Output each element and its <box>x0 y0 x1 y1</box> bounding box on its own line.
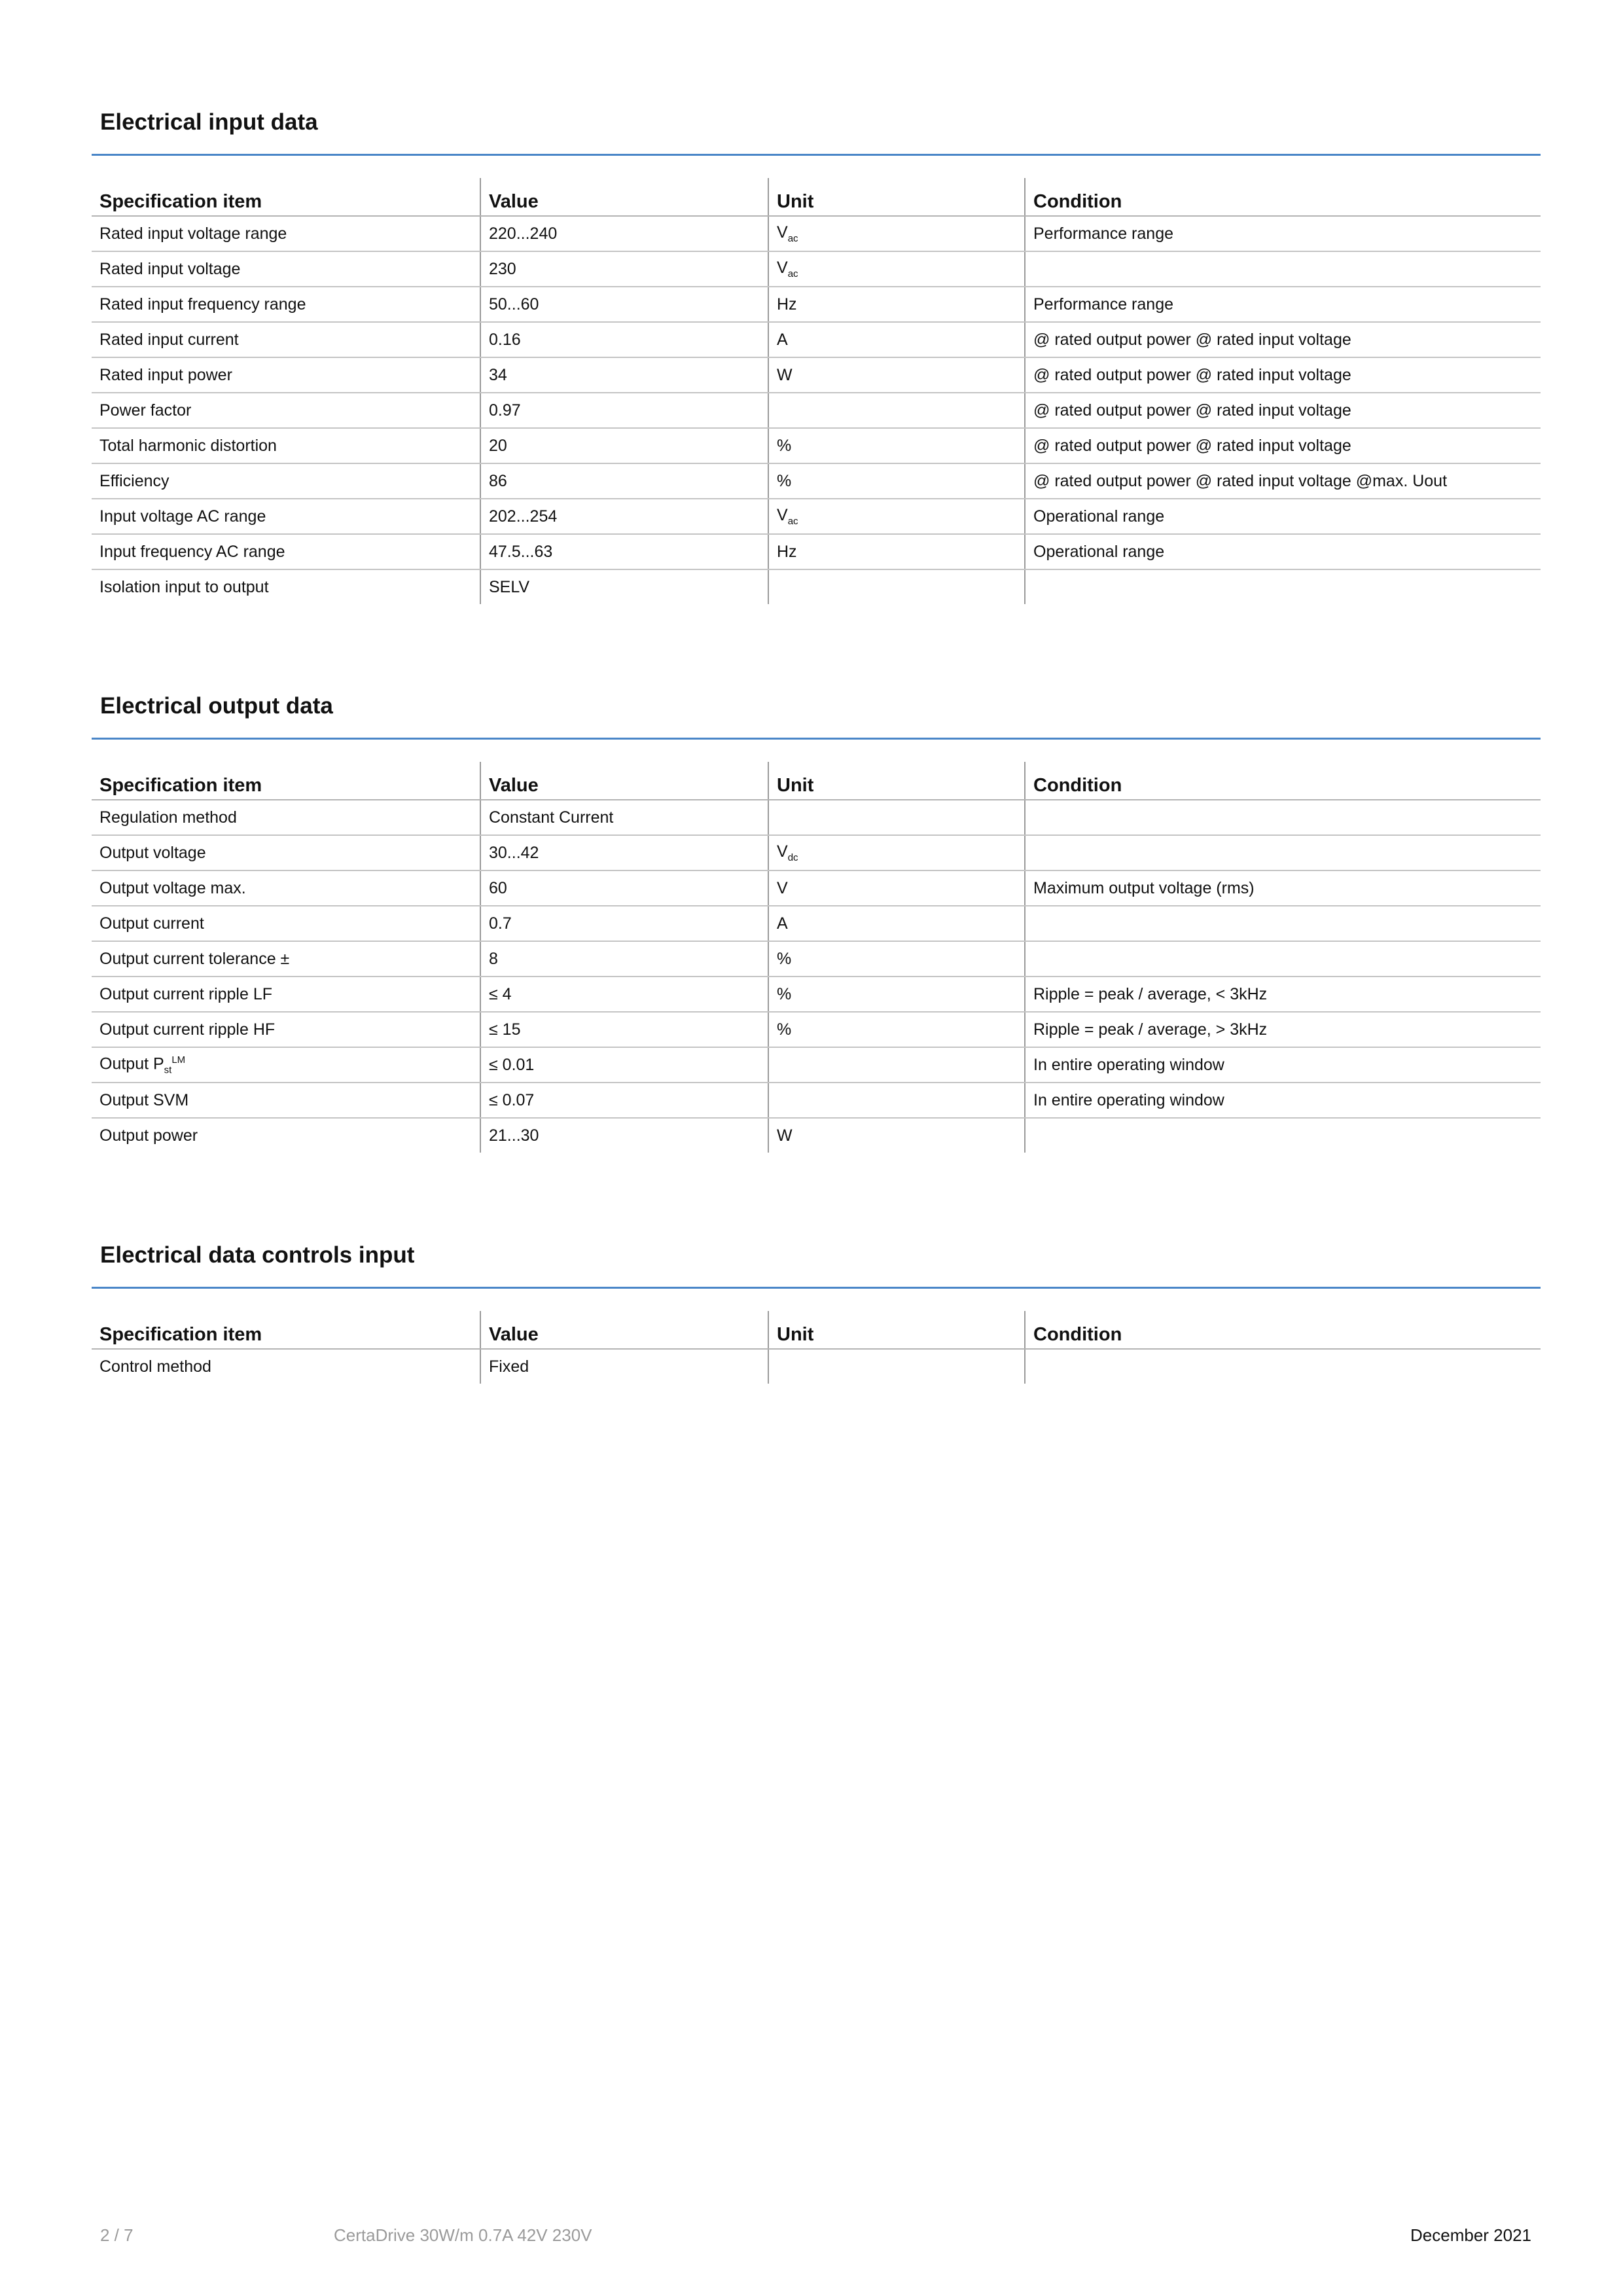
cell-unit: V <box>768 870 1025 906</box>
cell-value: Fixed <box>480 1349 768 1384</box>
cell-condition: Performance range <box>1025 287 1541 322</box>
table-row <box>92 357 1541 393</box>
column-header-condition: Condition <box>1025 1311 1541 1349</box>
table-row <box>92 1349 1541 1384</box>
cell-condition: @ rated output power @ rated input voltage <box>1025 357 1541 393</box>
cell-spec-item: Rated input power <box>92 357 480 393</box>
cell-condition: @ rated output power @ rated input voltage <box>1025 428 1541 463</box>
table-row <box>92 1083 1541 1118</box>
column-header-unit: Unit <box>768 178 1025 216</box>
cell-condition <box>1025 906 1541 941</box>
table-row <box>92 463 1541 499</box>
footer-page-number: 2 / 7 <box>100 2225 134 2245</box>
table-row <box>92 835 1541 870</box>
section-title: Electrical output data <box>100 693 333 719</box>
cell-unit: $V_{ac}$ <box>768 251 1025 287</box>
table-row <box>92 393 1541 428</box>
section-divider <box>92 154 1541 156</box>
cell-condition: Operational range <box>1025 534 1541 569</box>
cell-value: 86 <box>480 463 768 499</box>
cell-value: Constant Current <box>480 800 768 835</box>
cell-spec-item: Output SVM <box>92 1083 480 1118</box>
cell-value: 0.97 <box>480 393 768 428</box>
section-divider <box>92 1287 1541 1289</box>
cell-value: ≤ 0.07 <box>480 1083 768 1118</box>
cell-value: 47.5...63 <box>480 534 768 569</box>
cell-spec-item: Output power <box>99 1126 198 1145</box>
cell-value: 202...254 <box>480 499 768 534</box>
table-row <box>92 941 1541 977</box>
cell-unit <box>768 1083 1025 1118</box>
cell-spec-item: Output $P_{st}^{LM}$ <box>92 1047 480 1083</box>
table-header-row <box>92 178 1541 216</box>
cell-spec-item: Output voltage max. <box>92 870 480 906</box>
column-header-unit: Unit <box>768 762 1025 800</box>
cell-condition: In entire operating window <box>1025 1083 1541 1118</box>
cell-condition: @ rated output power @ rated input voltage <box>1025 322 1541 357</box>
table-row <box>92 870 1541 906</box>
cell-spec-item: Input frequency AC range <box>92 534 480 569</box>
table-row <box>92 1118 1541 1153</box>
cell-spec-item: Output current tolerance ± <box>92 941 480 977</box>
cell-unit: A <box>768 322 1025 357</box>
cell-unit: Hz <box>768 287 1025 322</box>
table-row <box>92 1047 1541 1083</box>
cell-spec-item: Rated input frequency range <box>92 287 480 322</box>
cell-spec-item: Total harmonic distortion <box>92 428 480 463</box>
cell-spec-item: Rated input voltage range <box>92 216 480 251</box>
table-row <box>92 251 1541 287</box>
cell-condition <box>1025 800 1541 835</box>
cell-value: 20 <box>480 428 768 463</box>
cell-condition <box>1025 1118 1541 1153</box>
cell-unit <box>768 1349 1025 1384</box>
cell-spec-item: Regulation method <box>92 800 480 835</box>
table-row <box>92 287 1541 322</box>
cell-unit: % <box>768 941 1025 977</box>
cell-condition: Ripple = peak / average, > 3kHz <box>1025 1012 1541 1047</box>
cell-unit: % <box>768 428 1025 463</box>
cell-value: 30...42 <box>480 835 768 870</box>
table-row <box>92 569 1541 604</box>
table-row <box>92 800 1541 835</box>
table-row <box>92 322 1541 357</box>
cell-condition <box>1025 941 1541 977</box>
cell-spec-item: Control method <box>99 1357 211 1376</box>
cell-value: ≤ 0.01 <box>480 1047 768 1083</box>
column-header-spec-item: Specification item <box>92 762 480 800</box>
cell-unit <box>768 569 1025 604</box>
section-electrical-input <box>92 106 1541 604</box>
cell-unit <box>768 800 1025 835</box>
cell-unit: % <box>768 977 1025 1012</box>
column-header-condition: Condition <box>1025 762 1541 800</box>
section-electrical-controls <box>92 1239 1541 1384</box>
footer-product-name: CertaDrive 30W/m 0.7A 42V 230V <box>334 2225 592 2245</box>
column-header-value: Value <box>480 762 768 800</box>
column-header-condition: Condition <box>1025 178 1541 216</box>
spec-table-output <box>92 762 1541 1153</box>
cell-spec-item: Output voltage <box>92 835 480 870</box>
cell-spec-item: Power factor <box>92 393 480 428</box>
cell-value: 21...30 <box>480 1118 768 1153</box>
column-header-value: Value <box>480 178 768 216</box>
table-row <box>92 499 1541 534</box>
cell-unit <box>768 393 1025 428</box>
cell-value: 230 <box>480 251 768 287</box>
cell-condition: @ rated output power @ rated input voltage @max. Uout <box>1025 463 1541 499</box>
column-header-spec-item: Specification item <box>92 1311 480 1349</box>
table-row <box>92 216 1541 251</box>
cell-spec-item: Output current ripple HF <box>92 1012 480 1047</box>
cell-unit <box>768 1047 1025 1083</box>
cell-value: 60 <box>480 870 768 906</box>
cell-unit: W <box>768 1118 1025 1153</box>
section-divider <box>92 738 1541 740</box>
section-title: Electrical input data <box>100 109 318 135</box>
cell-spec-item: Efficiency <box>92 463 480 499</box>
cell-condition <box>1025 1349 1541 1384</box>
table-row <box>92 1012 1541 1047</box>
cell-unit: A <box>768 906 1025 941</box>
cell-value: 34 <box>480 357 768 393</box>
cell-spec-item: Input voltage AC range <box>92 499 480 534</box>
cell-spec-item: Rated input current <box>92 322 480 357</box>
cell-condition: In entire operating window <box>1025 1047 1541 1083</box>
spec-table-controls <box>92 1311 1541 1384</box>
cell-condition <box>1025 251 1541 287</box>
section-electrical-output <box>92 690 1541 1153</box>
table-row <box>92 977 1541 1012</box>
cell-value: ≤ 15 <box>480 1012 768 1047</box>
table-row <box>92 428 1541 463</box>
column-header-value: Value <box>480 1311 768 1349</box>
cell-value: 50...60 <box>480 287 768 322</box>
footer-date: December 2021 <box>1410 2225 1531 2245</box>
section-title: Electrical data controls input <box>100 1242 415 1268</box>
cell-condition <box>1025 835 1541 870</box>
cell-value: 8 <box>480 941 768 977</box>
cell-condition <box>1025 569 1541 604</box>
cell-spec-item: Rated input voltage <box>92 251 480 287</box>
table-header-row <box>92 762 1541 800</box>
cell-spec-item: Output current ripple LF <box>92 977 480 1012</box>
cell-unit: $V_{ac}$ <box>768 216 1025 251</box>
cell-value: 0.16 <box>480 322 768 357</box>
cell-spec-item: Output current <box>92 906 480 941</box>
cell-condition: Maximum output voltage (rms) <box>1025 870 1541 906</box>
cell-unit: W <box>768 357 1025 393</box>
cell-spec-item: Isolation input to output <box>99 577 269 596</box>
cell-value: 0.7 <box>480 906 768 941</box>
cell-value: 220...240 <box>480 216 768 251</box>
cell-unit: % <box>768 463 1025 499</box>
spec-table-input <box>92 178 1541 604</box>
column-header-unit: Unit <box>768 1311 1025 1349</box>
cell-unit: $V_{ac}$ <box>768 499 1025 534</box>
table-header-row <box>92 1311 1541 1349</box>
column-header-spec-item: Specification item <box>92 178 480 216</box>
cell-unit: Hz <box>768 534 1025 569</box>
table-row <box>92 906 1541 941</box>
cell-condition: Operational range <box>1025 499 1541 534</box>
cell-condition: Ripple = peak / average, < 3kHz <box>1025 977 1541 1012</box>
table-row <box>92 534 1541 569</box>
cell-value: ≤ 4 <box>480 977 768 1012</box>
cell-unit: % <box>768 1012 1025 1047</box>
cell-unit: $V_{dc}$ <box>768 835 1025 870</box>
cell-value: SELV <box>480 569 768 604</box>
cell-condition: @ rated output power @ rated input voltage <box>1025 393 1541 428</box>
cell-condition: Performance range <box>1025 216 1541 251</box>
